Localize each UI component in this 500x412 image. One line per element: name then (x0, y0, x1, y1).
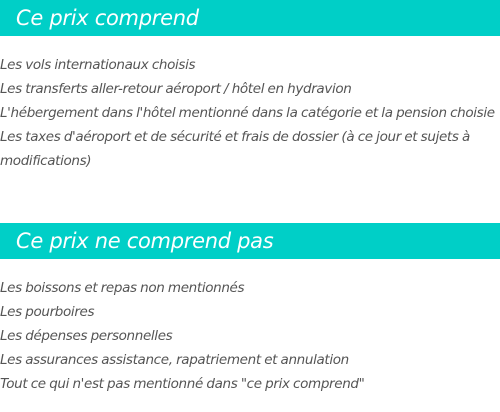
list-item: Les pourboires (0, 304, 95, 320)
price-excludes-list (0, 276, 500, 396)
list-item: L'hébergement dans l'hôtel mentionné dans la catégorie et la pension choisie (0, 105, 495, 121)
list-item: Les taxes d'aéroport et de sécurité et frais de dossier (à ce jour et sujets à modifications) (0, 129, 470, 169)
section-header-price-includes: Ce prix comprend (0, 0, 500, 36)
price-includes-list (0, 53, 500, 173)
list-item: Les boissons et repas non mentionnés (0, 280, 245, 296)
list-item: Tout ce qui n'est pas mentionné dans "ce prix comprend" (0, 376, 365, 392)
list-item: Les transferts aller-retour aéroport / hôtel en hydravion (0, 81, 352, 97)
list-item: Les assurances assistance, rapatriement et annulation (0, 352, 349, 368)
list-item: Les vols internationaux choisis (0, 57, 196, 73)
section-header-price-excludes: Ce prix ne comprend pas (0, 223, 500, 259)
list-item: Les dépenses personnelles (0, 328, 173, 344)
